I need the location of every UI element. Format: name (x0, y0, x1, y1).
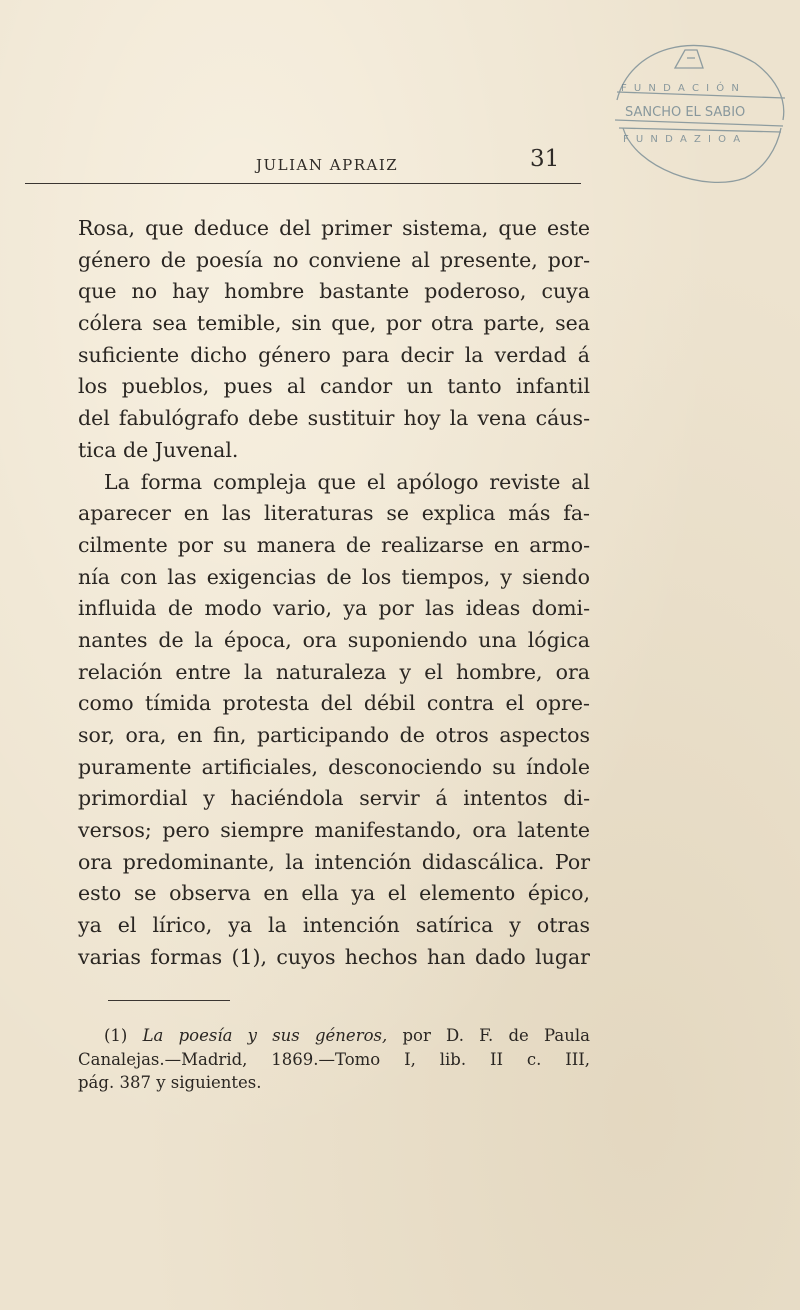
footnote-rest: por D. F. de Paula (402, 1026, 590, 1045)
library-stamp (605, 28, 790, 188)
footnote-rule (108, 1000, 230, 1001)
text-line: suficiente dicho género para decir la verdad á (78, 342, 590, 367)
text-line: nía con las exigencias de los tiempos, y siendo (78, 564, 590, 589)
text-line: ora predominante, la intención didascálica. Por (78, 849, 590, 874)
footnote-line: Canalejas.—Madrid, 1869.—Tomo I, lib. II c. III, (78, 1049, 590, 1069)
text-line: tica de Juvenal. (78, 437, 239, 462)
text-line: ya el lírico, ya la intención satírica y otras (78, 913, 590, 938)
text-line: como tímida protesta del débil contra el opre- (78, 691, 590, 716)
text-line: relación entre la naturaleza y el hombre, ora (78, 659, 590, 684)
text-line: cilmente por su manera de realizarse en armo- (78, 532, 590, 557)
text-line: que no hay hombre bastante poderoso, cuya (78, 279, 590, 304)
footnote (78, 1024, 590, 1095)
text-line: cólera sea temible, sin que, por otra parte, sea (78, 311, 590, 336)
stamp-middle-text: SANCHO EL SABIO (625, 105, 746, 120)
text-line: primordial y haciéndola servir á intentos di- (78, 786, 590, 811)
text-line: versos; pero siempre manifestando, ora latente (78, 818, 590, 843)
page-header (78, 148, 588, 182)
running-head: JULIAN APRAIZ (256, 156, 399, 174)
page-number: 31 (530, 146, 560, 172)
footnote-line: pág. 387 y siguientes. (78, 1073, 262, 1092)
text-line: varias formas (1), cuyos hechos han dado lugar (78, 944, 590, 969)
stamp-top-text: F U N D A C I Ó N (621, 83, 741, 94)
footnote-title: La poesía y sus géneros, (142, 1026, 388, 1045)
stamp-bottom-text: F U N D A Z I O A (623, 134, 743, 145)
text-line: influida de modo vario, ya por las ideas domi- (78, 596, 590, 621)
text-line: sor, ora, en fin, participando de otros aspectos (78, 723, 590, 747)
text-line: nantes de la época, ora suponiendo una lógica (78, 627, 590, 652)
text-line: aparecer en las literaturas se explica más fa- (78, 501, 590, 526)
footnote-marker: (1) (104, 1026, 128, 1045)
text-line: género de poesía no conviene al presente, por- (78, 247, 590, 272)
text-line: Rosa, que deduce del primer sistema, que este (78, 216, 590, 240)
text-line: los pueblos, pues al candor un tanto infantil (78, 374, 590, 399)
footnote-line (78, 1024, 590, 1048)
text-line: esto se observa en ella ya el elemento épico, (78, 881, 590, 906)
text-line: puramente artificiales, desconociendo su índole (78, 754, 590, 779)
body-text (78, 213, 590, 974)
header-rule (25, 183, 581, 184)
text-line: La forma compleja que el apólogo reviste al (104, 469, 590, 494)
text-line: del fabulógrafo debe sustituir hoy la vena cáus- (78, 406, 590, 431)
